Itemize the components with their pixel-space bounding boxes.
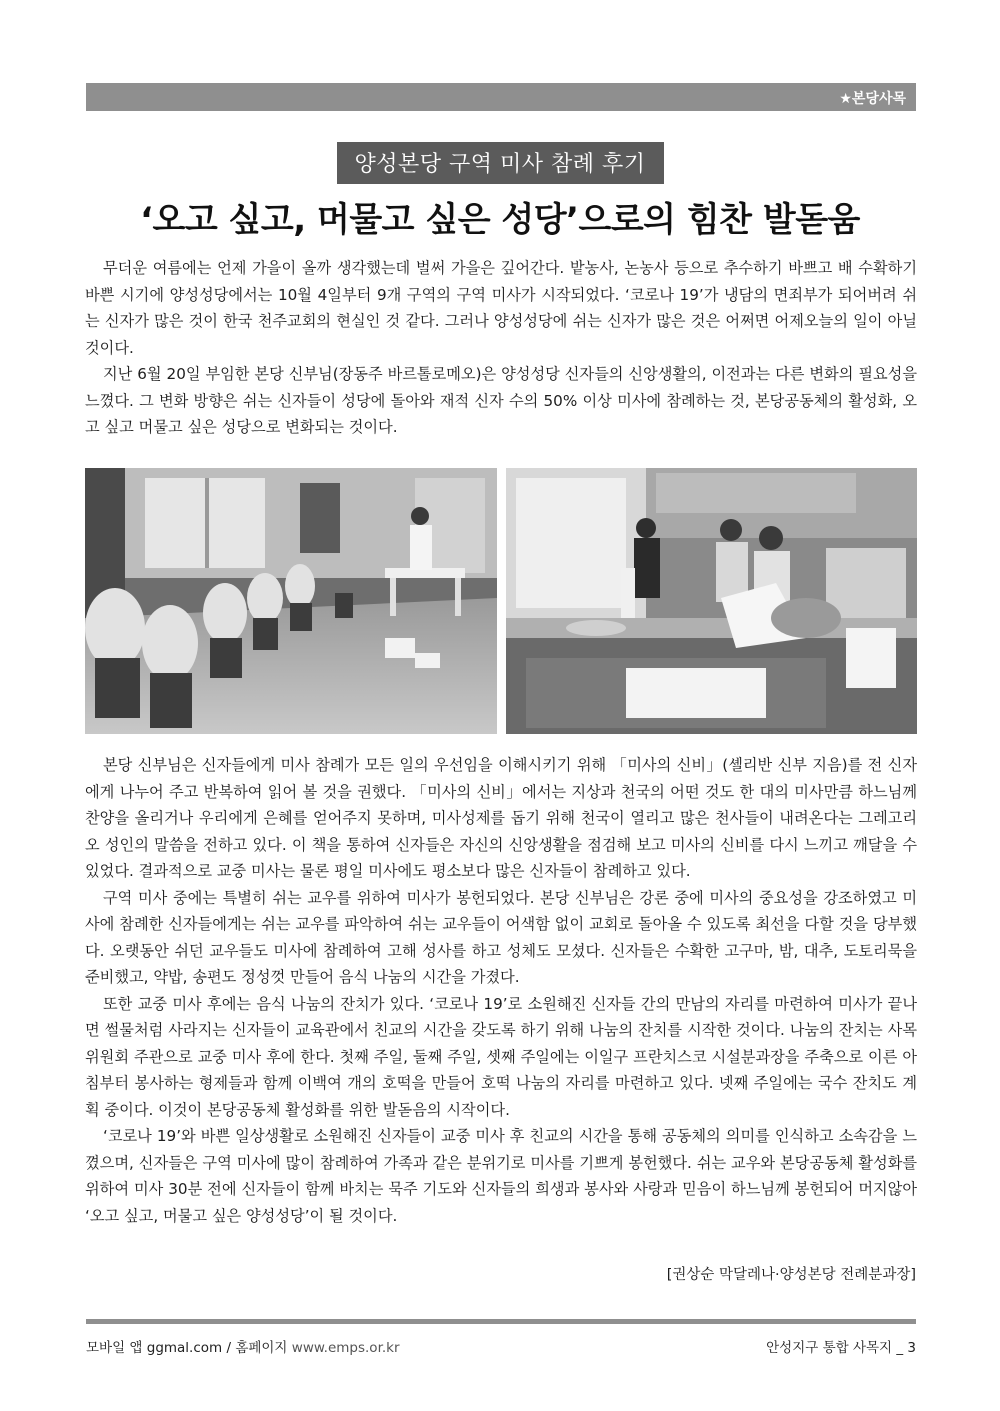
photo-mass — [85, 468, 497, 734]
article-body-bottom — [85, 752, 917, 1229]
footer-rule — [86, 1319, 916, 1324]
paragraph: 지난 6월 20일 부임한 본당 신부님(장동주 바르톨로메오)은 양성성당 신자들의 신앙생활의, 이전과는 다른 변화의 필요성을 느꼈다. 그 변화 방향은 쉬는 신자들이 성당에 돌아와 재적 신자 수의 50% 이상 미사에 참례하는 것, 본당공동체의 활성화, 오고 싶고 머물고 싶은 성당으로 변화되는 것이다. — [85, 365, 917, 436]
photo-mass-icon — [85, 468, 497, 734]
paragraph: 본당 신부님은 신자들에게 미사 참례가 모든 일의 우선임을 이해시키기 위해 「미사의 신비」(셸리반 신부 지음)를 전 신자에게 나누어 주고 반복하여 읽어 볼 것을 권했다. 「미사의 신비」에서는 지상과 천국의 어떤 것도 한 대의 미사만큼 하느님께 찬양을 올리거나 우리에게 은혜를 얻어주지 못하며, 미사성제를 돕기 위해 천국이 열리고 많은 천사들이 내려온다는 그레고리오 성인의 말씀을 전하고 있다. 이 책을 통하여 신자들은 자신의 신앙생활을 점검해 보고 미사의 신비를 다시 느끼고 깨달을 수 있었다. 결과적으로 교중 미사는 물론 평일 미사에도 평소보다 많은 신자들이 참례하고 있다. — [85, 756, 917, 880]
article-headline: ‘오고 싶고, 머물고 싶은 성당’으로의 힘찬 발돋움 — [140, 200, 860, 240]
article-body-top — [85, 255, 917, 441]
photo-kitchen — [506, 468, 917, 734]
paragraph: 무더운 여름에는 언제 가을이 올까 생각했는데 벌써 가을은 깊어간다. 밭농사, 논농사 등으로 추수하기 바쁘고 배 수확하기 바쁜 시기에 양성성당에서는 10월 4일부터 9개 구역의 구역 미사가 시작되었다. ‘코로나 19’가 냉담의 면죄부가 되어버려 쉬는 신자가 많은 것이 한국 천주교회의 현실인 것 같다. 그러나 양성성당에 쉬는 신자가 많은 것은 어쩌면 어제오늘의 일이 아닐 것이다. — [85, 259, 917, 357]
homepage-link[interactable]: www.emps.or.kr — [291, 1340, 400, 1356]
article-kicker — [0, 142, 1000, 184]
footer-app-label: 모바일 앱 ggmal.com / 홈페이지 — [86, 1340, 292, 1356]
footer-left — [86, 1336, 400, 1356]
paragraph: ‘코로나 19’와 바쁜 일상생활로 소원해진 신자들이 교중 미사 후 친교의 시간을 통해 공동체의 의미를 인식하고 소속감을 느꼈으며, 신자들은 구역 미사에 많이 참례하여 가족과 같은 분위기로 미사를 기쁘게 봉헌했다. 쉬는 교우와 본당공동체 활성화를 위하여 미사 30분 전에 신자들이 함께 바치는 묵주 기도와 신자들의 희생과 봉사와 사랑과 믿음이 하느님께 봉헌되어 머지않아 ‘오고 싶고, 머물고 싶은 양성성당’이 될 것이다. — [85, 1127, 917, 1225]
photo-kitchen-icon — [506, 468, 917, 734]
paragraph: 구역 미사 중에는 특별히 쉬는 교우를 위하여 미사가 봉헌되었다. 본당 신부님은 강론 중에 미사의 중요성을 강조하였고 미사에 참례한 신자들에게는 쉬는 교우를 파악하여 쉬는 교우들이 어색함 없이 교회로 돌아올 수 있도록 최선을 다할 것을 당부했다. 오랫동안 쉬던 교우들도 미사에 참례하여 고해 성사를 하고 성체도 모셨다. 신자들은 수확한 고구마, 밤, 대추, 도토리묵을 준비했고, 약밥, 송편도 정성껏 만들어 음식 나눔의 시간을 가졌다. — [85, 888, 917, 986]
header-bar — [86, 83, 916, 111]
paragraph: 또한 교중 미사 후에는 음식 나눔의 잔치가 있다. ‘코로나 19’로 소원해진 신자들 간의 만남의 자리를 마련하여 미사가 끝나면 썰물처럼 사라지는 신자들이 교육관에서 친교의 시간을 갖도록 하기 위해 나눔의 잔치를 시작한 것이다. 나눔의 잔치는 사목위원회 주관으로 교중 미사 후에 한다. 첫째 주일, 둘째 주일, 셋째 주일에는 이일구 프란치스코 시설분과장을 주축으로 이른 아침부터 봉사하는 형제들과 함께 이백여 개의 호떡을 만들어 호떡 나눔의 자리를 마련하고 있다. 넷째 주일에는 국수 잔치도 계획 중이다. 이것이 본당공동체 활성화를 위한 발돋음의 시작이다. — [85, 994, 917, 1119]
section-label: ★본당사목 — [839, 91, 906, 107]
kicker-label: 양성본당 구역 미사 참례 후기 — [337, 142, 664, 184]
footer-publication: 안성지구 통합 사목지 _ 3 — [766, 1340, 916, 1356]
article-byline: [권상순 막달레나·양성본당 전례분과장] — [666, 1267, 916, 1283]
